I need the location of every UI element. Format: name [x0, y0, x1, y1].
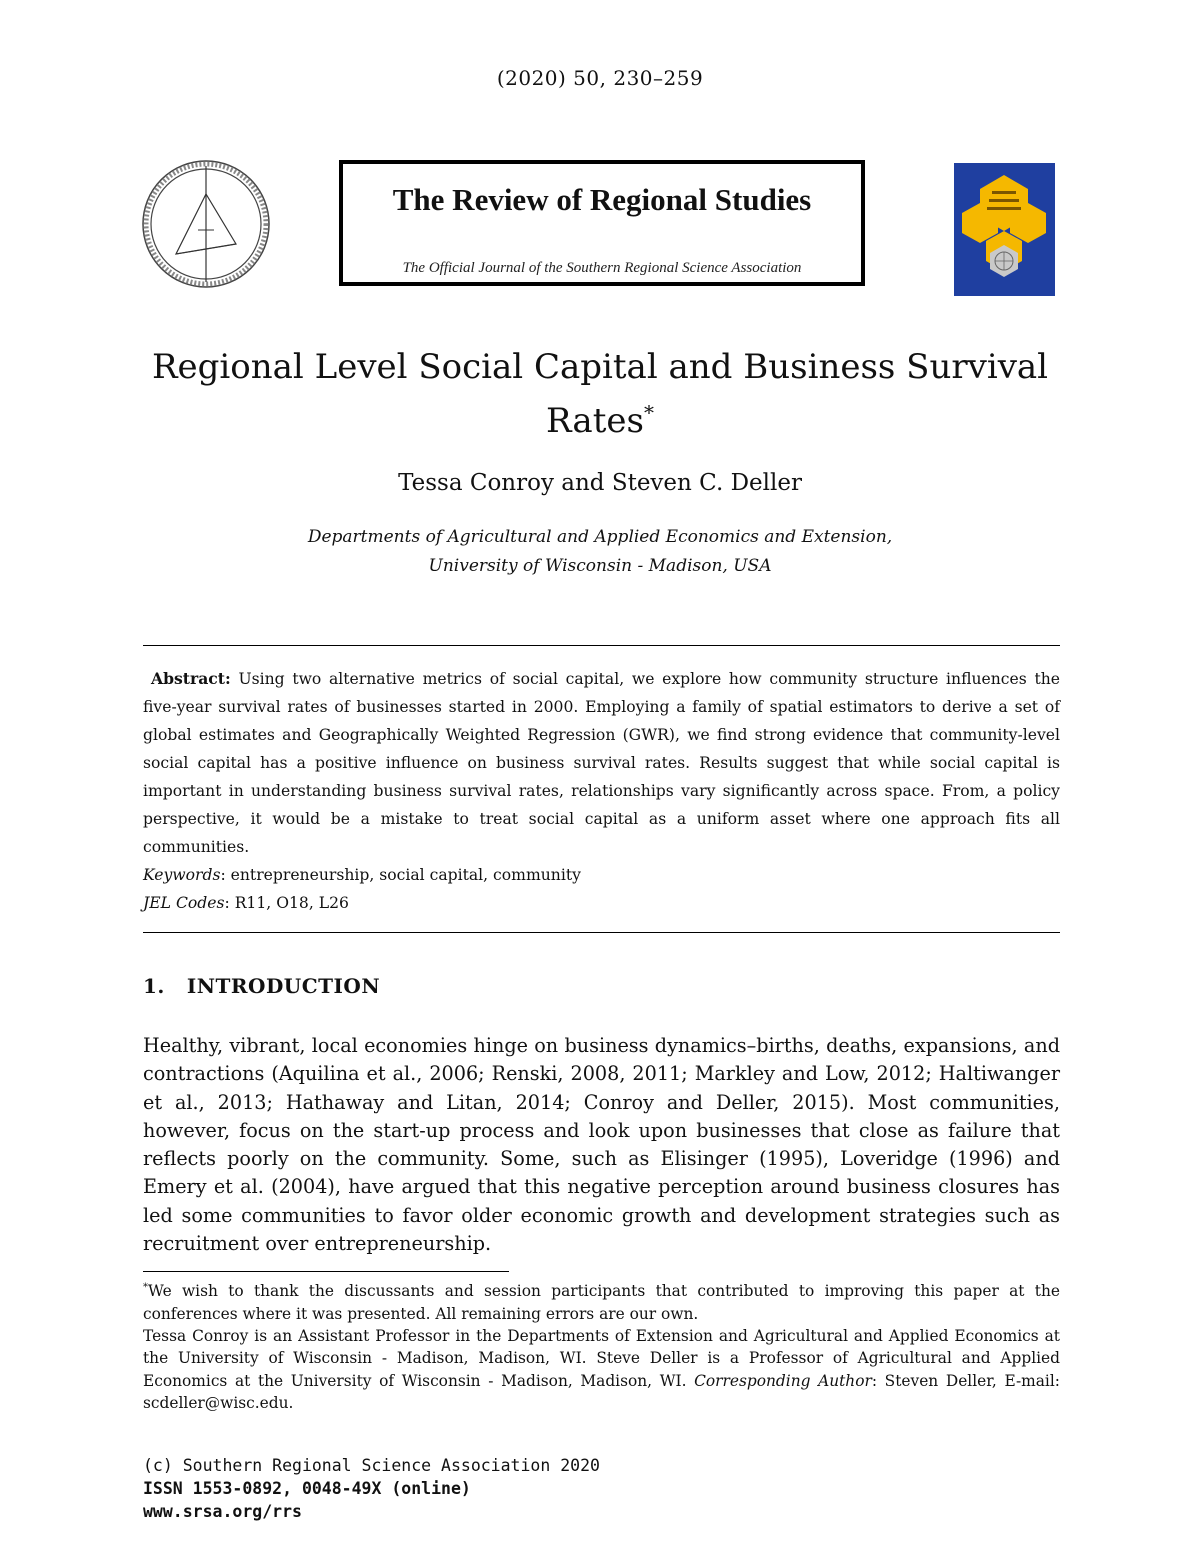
abstract-label: Abstract: — [151, 669, 231, 688]
keywords-text: : entrepreneurship, social capital, community — [220, 866, 581, 884]
copyright-block — [143, 1454, 600, 1523]
footnotes-block — [143, 1277, 1060, 1415]
article-title — [150, 340, 1050, 448]
issn-line: ISSN 1553-0892, 0048-49X (online) — [143, 1479, 471, 1498]
section-title: INTRODUCTION — [186, 974, 381, 998]
website-line: www.srsa.org/rrs — [143, 1502, 302, 1521]
journal-name: The Review of Regional Studies — [392, 182, 812, 217]
abstract-bottom-rule — [143, 932, 1060, 933]
article-authors: Tessa Conroy and Steven C. Deller — [398, 470, 802, 496]
title-footnote-mark: * — [643, 400, 654, 425]
journal-subtitle: The Official Journal of the Southern Regional Science Association — [402, 260, 802, 276]
abstract-top-rule — [143, 645, 1060, 646]
footnote-bio — [143, 1325, 1060, 1415]
keywords-line — [143, 861, 1060, 889]
corresponding-author-text: : Steven Deller, E-mail: scdeller@wisc.edu. — [143, 1371, 1060, 1413]
jel-codes-line — [143, 889, 1060, 917]
journal-masthead — [339, 160, 865, 286]
article-title-line1: Regional Level Social Capital and Business Survival — [151, 347, 1049, 387]
author-affiliation — [0, 523, 1200, 581]
footnote-rule — [143, 1271, 509, 1272]
footnote-thanks-text: We wish to thank the discussants and session participants that contributed to improving this paper at the conferences where it was presented. All remaining errors are our own. — [143, 1282, 1060, 1323]
abstract-block — [143, 665, 1060, 917]
affiliation-line1: Departments of Agricultural and Applied Economics and Extension, — [307, 527, 893, 547]
footnote-bio-text: Tessa Conroy is an Assistant Professor in the Departments of Extension and Agricultural and Applied Economics at the University of Wisconsin - Madison, Madison, WI. Steve Deller is a Professor of Agricultural and Applied Economics at the University of Wisconsin - Madison, Madison, WI. — [143, 1326, 1060, 1390]
copyright-line: (c) Southern Regional Science Association 2020 — [143, 1456, 600, 1475]
abstract-text: Using two alternative metrics of social capital, we explore how community structure influences the five-year survival rates of businesses started in 2000. Employing a family of spatial estimators to derive a set of global estimates and Geographically Weighted Regression (GWR), we find strong evidence that community-level social capital has a positive influence on business survival rates. Results suggest that while social capital is important in understanding business survival rates, relationships vary significantly across space. From, a policy perspective, it would be a mistake to treat social capital as a uniform asset where one approach fits all communities. — [143, 670, 1060, 856]
journal-cover-image — [954, 163, 1055, 296]
section-heading — [143, 974, 380, 998]
jel-codes-label: JEL Codes — [143, 894, 225, 912]
citation-line: (2020) 50, 230–259 — [496, 66, 704, 90]
abstract-paragraph — [143, 665, 1060, 861]
footnote-thanks — [143, 1277, 1060, 1325]
corresponding-author-label: Corresponding Author — [694, 1371, 872, 1390]
srsa-seal-logo — [140, 158, 272, 290]
article-title-line2: Rates — [546, 401, 644, 441]
affiliation-line2: University of Wisconsin - Madison, USA — [428, 556, 772, 576]
keywords-label: Keywords — [143, 866, 221, 884]
jel-codes-text: : R11, O18, L26 — [224, 894, 349, 912]
section-number: 1. — [143, 974, 165, 998]
intro-paragraph: Healthy, vibrant, local economies hinge on business dynamics–births, deaths, expansions, and contractions (Aquilina et al., 2006; Renski, 2008, 2011; Markley and Low, 2012; Haltiwanger et al., 2013; Hathaway and Litan, 2014; Conroy and Deller, 2015). Most communities, however, focus on the start-up process and look upon businesses that close as failure that reflects poorly on the community. Some, such as Elisinger (1995), Loveridge (1996) and Emery et al. (2004), have argued that this negative perception around business closures has led some communities to favor older economic growth and development strategies such as recruitment over entrepreneurship. — [143, 1034, 1060, 1256]
footnote-mark: * — [143, 1282, 148, 1293]
